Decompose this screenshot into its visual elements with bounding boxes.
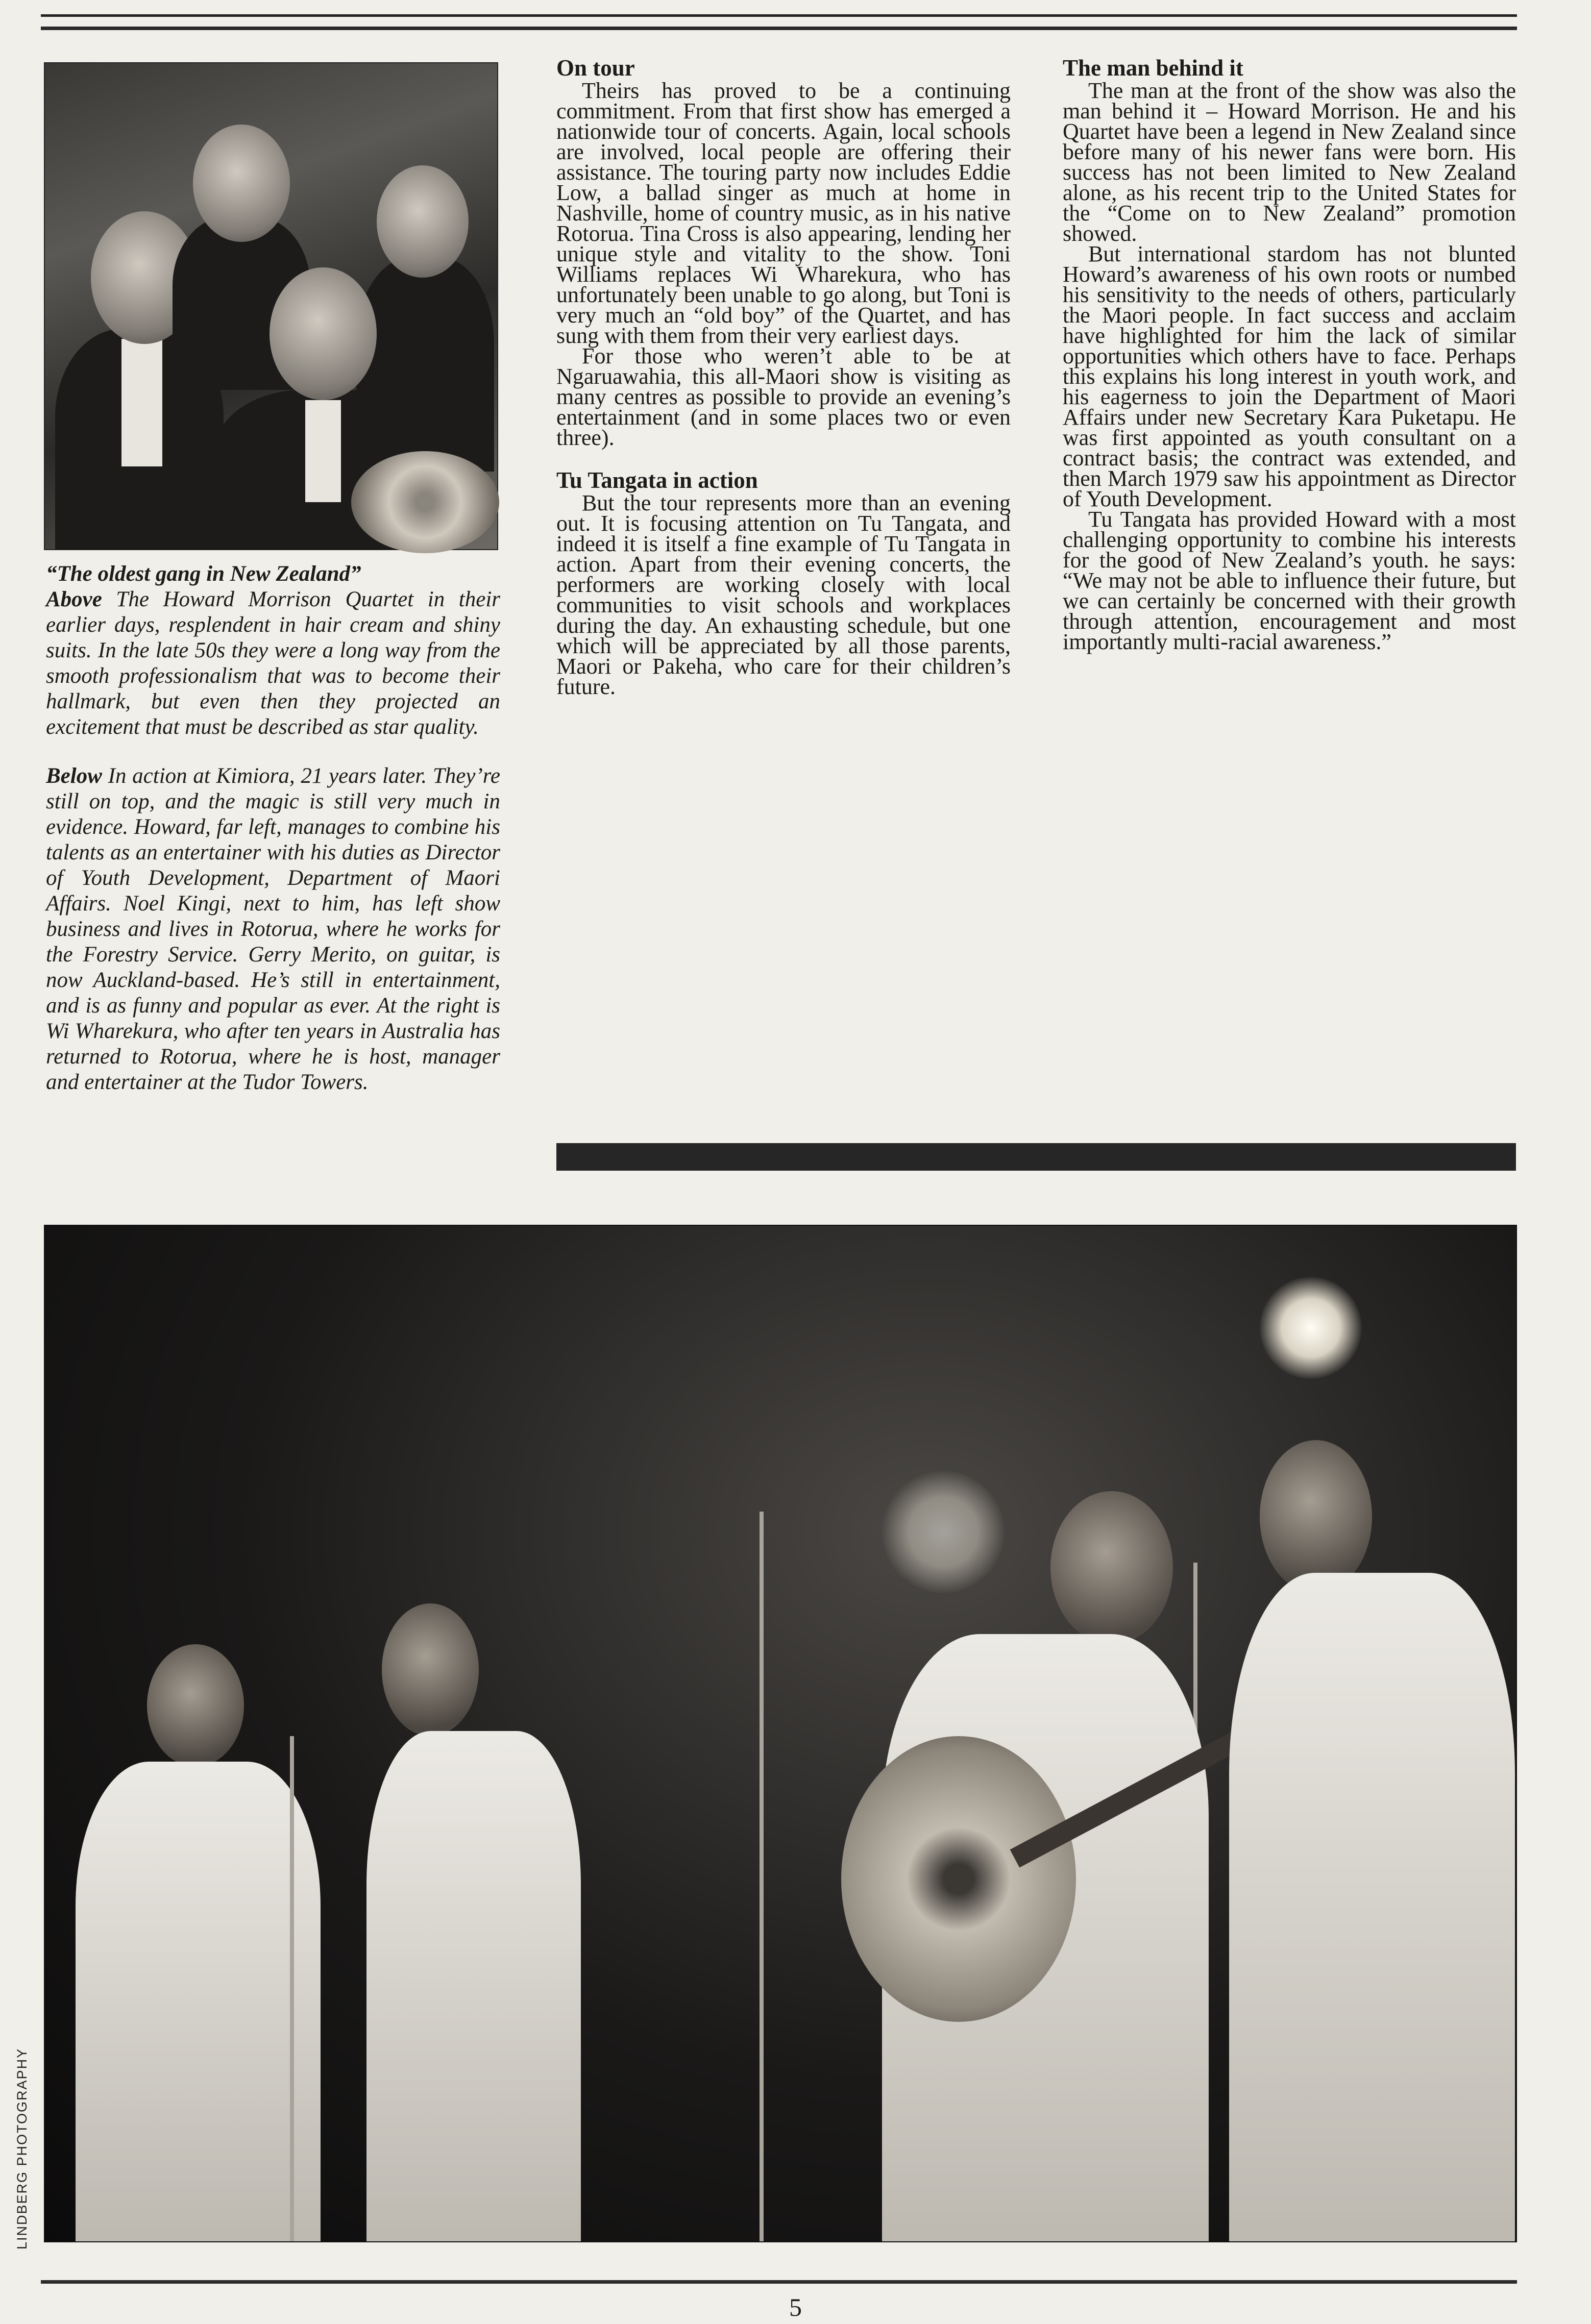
heading-tu-tangata: Tu Tangata in action xyxy=(556,467,758,493)
caption-below-text: In action at Kimiora, 21 years later. They’re still on top, and the magic is still very much in evidence. Howard, far left, manages to combine his talents as an entertainer with his duties as Director of Youth Development, Department of Maori Affairs. Noel Kingi, next to him, has left show business and lives in Rotorua, where he works for the Forestry Service. Gerry Merito, on guitar, is now Auckland-based. He’s still in entertainment, and is as funny and popular as ever. At the right is Wi Wharekura, who after ten years in Australia has returned to Rotorua, where he is host, manager and entertainer at the Tudor Towers. xyxy=(46,764,500,1094)
heading-on-tour: On tour xyxy=(556,55,635,81)
caption-below-lead: Below xyxy=(46,764,102,788)
quartet-1950s-photo xyxy=(44,62,498,550)
page-number: 5 xyxy=(789,2293,802,2321)
caption-title: “The oldest gang in New Zealand” xyxy=(46,562,361,586)
section-divider-bar xyxy=(556,1143,1516,1171)
top-rule-thin xyxy=(41,14,1517,17)
paragraph-man-behind-1: The man at the front of the show was also the man behind it – Howard Morrison. He and his Quartet have been a legend in New Zealand since before many of his newer fans were born. His success has not been limited to New Zealand alone, as his recent trip to the United States for the “Come on to New Zealand” promotion showed. xyxy=(1063,78,1516,246)
paragraph-tu-tangata: But the tour represents more than an evening out. It is focusing attention on Tu Tangata, and indeed it is itself a fine example of Tu Tangata in action. Apart from their evening concerts, the performers are working closely with local communities to visit schools and workplaces during the day. An exhausting schedule, but one which will be appreciated by all those parents, Maori or Pakeha, who care for their children’s future. xyxy=(556,490,1011,699)
photo-credit: LINDBERG PHOTOGRAPHY xyxy=(14,2047,30,2249)
caption-above-lead: Above xyxy=(46,587,102,611)
heading-man-behind-it: The man behind it xyxy=(1063,55,1243,81)
paragraph-on-tour-1: Theirs has proved to be a continuing commitment. From that first show has emerged a nationwide tour of concerts. Again, local schools are involved, local people are offering their assistance. The touring party now includes Eddie Low, a ballad singer as much at home in Nashville, home of country music, as in his native Rotorua. Tina Cross is also appearing, lending her unique style and vitality to the show. Toni Williams replaces Wi Wharekura, who has unfortunately been unable to go along, but Toni is very much an “old boy” of the Quartet, and has sung with them from their very earliest days. xyxy=(556,78,1011,348)
article-column-1 xyxy=(556,56,1011,697)
article-column-2 xyxy=(1063,56,1516,652)
paragraph-man-behind-2: But international stardom has not blunted Howard’s awareness of his own roots or numbed his sensitivity to the needs of others, particularly the Maori people. In fact success and acclaim have highlighted for him the lack of similar opportunities which others have to face. Perhaps this explains his long interest in youth work, and his eagerness to join the Department of Maori Affairs under new Secretary Kara Puketapu. He was first appointed as youth consultant on a contract basis; the contract was extended, and then March 1979 saw his appointment as Director of Youth Development. xyxy=(1063,241,1516,511)
paragraph-man-behind-3: Tu Tangata has provided Howard with a most challenging opportunity to combine his interests for the good of New Zealand’s youth. he says: “We may not be able to influence their future, but we can certainly be concerned with their growth through attention, encouragement and most importantly multi-racial awareness.” xyxy=(1063,507,1516,654)
quartet-on-stage-photo xyxy=(44,1225,1517,2242)
caption-above-text: The Howard Morrison Quartet in their earlier days, resplendent in hair cream and shiny suits. In the late 50s they were a long way from the smooth professionalism that was to become their hallmark, but even then they projected an excitement that must be described as star quality. xyxy=(46,587,500,739)
photo-caption xyxy=(46,561,500,1119)
top-rule-thick xyxy=(41,27,1517,30)
paragraph-on-tour-2: For those who weren’t able to be at Ngaruawahia, this all-Maori show is visiting as many centres as possible to provide an evening’s entertainment (and in some places two or even three). xyxy=(556,343,1011,450)
bottom-rule xyxy=(41,2280,1517,2284)
